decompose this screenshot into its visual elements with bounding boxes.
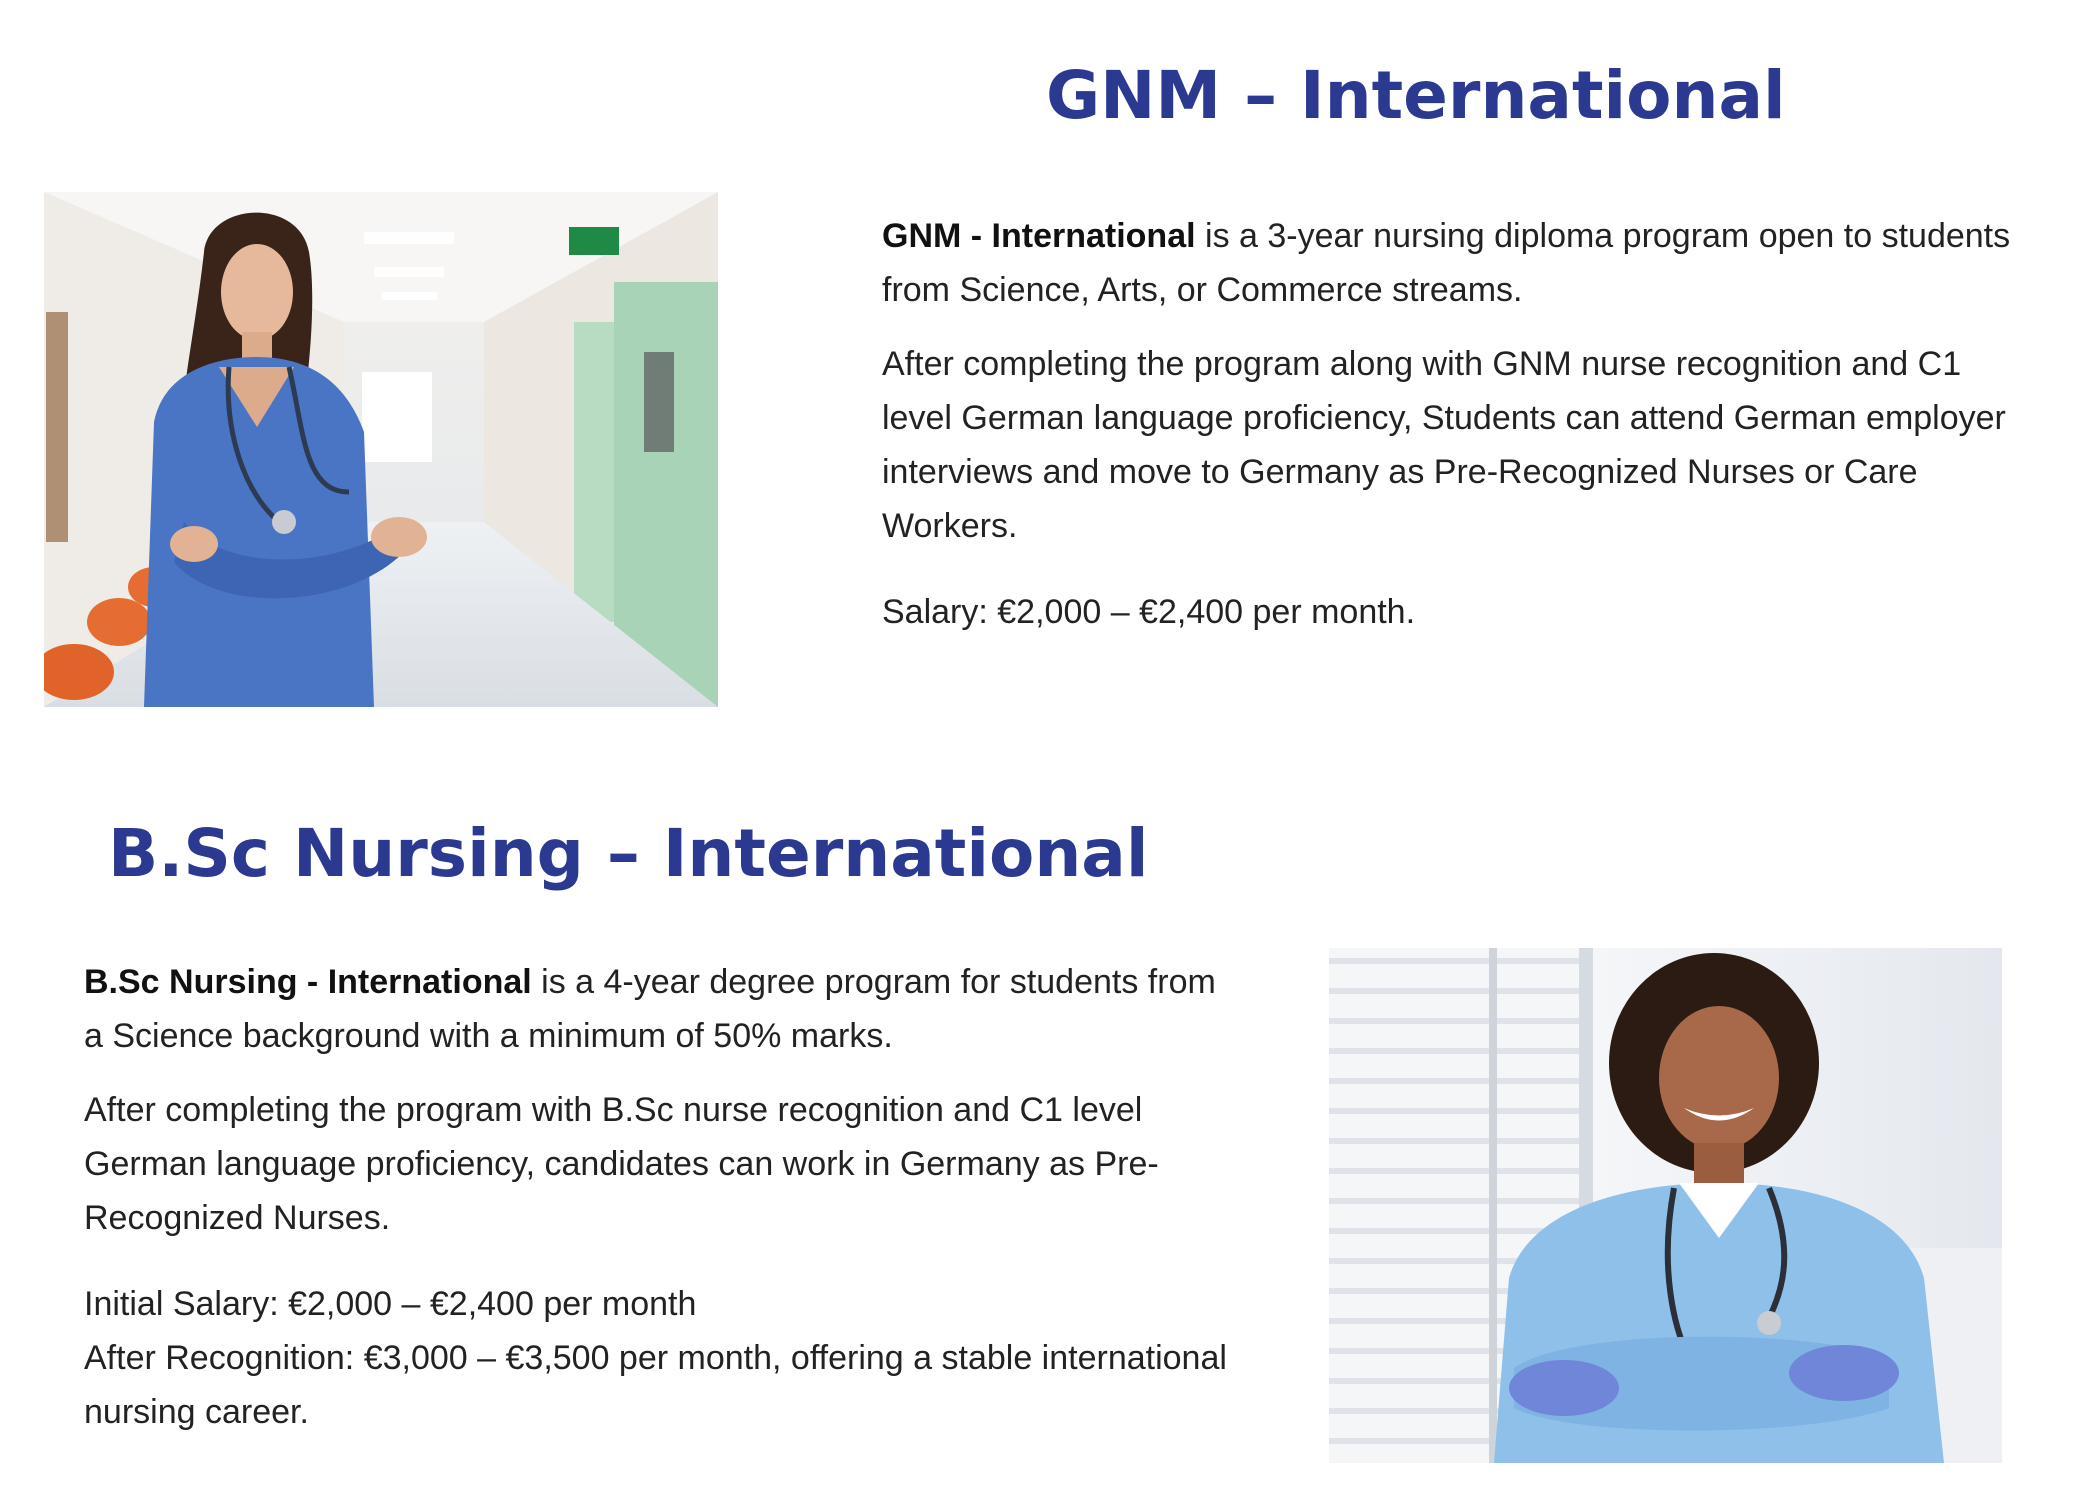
bsc-intro-text: is a 4-year degree program for students from a Science background with a minimum of 50% marks. — [84, 963, 1216, 1055]
gnm-intro-text: is a 3-year nursing diploma program open to students from Science, Arts, or Commerce streams. — [882, 217, 2011, 309]
gnm-description — [882, 209, 2012, 659]
gnm-details: After completing the program along with GNM nurse recognition and C1 level German language proficiency, Students can attend German employer interviews and move to Germany as Pre-Recognized Nurses or Care Workers. — [882, 345, 2006, 545]
bsc-details: After completing the program with B.Sc nurse recognition and C1 level German language proficiency, candidates can work in Germany as Pre-Recognized Nurses. — [84, 1091, 1159, 1237]
gnm-intro-bold: GNM - International — [882, 217, 1196, 255]
bsc-initial-salary: Initial Salary: €2,000 – €2,400 per month — [84, 1285, 697, 1323]
gnm-intro — [882, 209, 2012, 317]
bsc-intro — [84, 955, 1234, 1063]
gnm-nurse-photo — [44, 192, 718, 707]
bsc-nurse-photo — [1329, 948, 2002, 1463]
bsc-after-recognition: After Recognition: €3,000 – €3,500 per month, offering a stable international nursing career. — [84, 1339, 1227, 1431]
bsc-description — [84, 955, 1234, 1439]
gnm-salary: Salary: €2,000 – €2,400 per month. — [882, 593, 1416, 631]
bsc-intro-bold: B.Sc Nursing - International — [84, 963, 532, 1001]
gnm-section-title: GNM – International — [1046, 57, 1786, 134]
bsc-section-title: B.Sc Nursing – International — [108, 815, 1149, 892]
